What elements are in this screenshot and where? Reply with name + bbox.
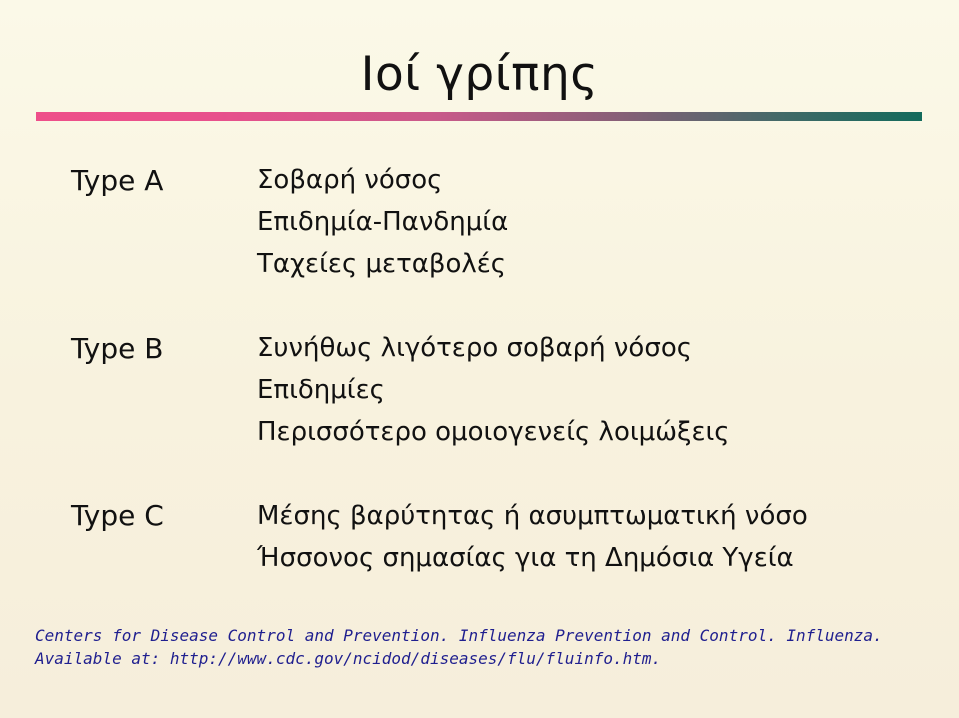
type-c-lines [257, 495, 808, 579]
reference-citation [35, 624, 883, 670]
type-a-line-3: Ταχείες μεταβολές [257, 249, 507, 279]
type-a-line-2: Επιδημία-Πανδημία [257, 207, 509, 237]
title-divider [36, 112, 922, 121]
reference-line-1: Centers for Disease Control and Prevention. Influenza Prevention and Control. Influenza. [35, 626, 883, 645]
type-b-line-1: Συνήθως λιγότερο σοβαρή νόσος [257, 333, 692, 363]
slide-title [0, 44, 959, 106]
type-a-lines [257, 159, 508, 285]
type-c-line-1: Μέσης βαρύτητας ή ασυμπτωματική νόσο [257, 501, 808, 531]
type-a-label: Type A [71, 164, 164, 197]
type-b-line-3: Περισσότερο ομοιογενείς λοιμώξεις [257, 417, 730, 447]
type-b-line-2: Επιδημίες [257, 375, 385, 405]
reference-line-2: Available at: http://www.cdc.gov/ncidod/diseases/flu/fluinfo.htm. [35, 649, 662, 668]
slide-title-text: Ιοί γρίπης [360, 47, 599, 102]
type-a-line-1: Σοβαρή νόσος [257, 165, 443, 195]
type-b-label: Type B [71, 332, 164, 365]
type-b-lines [257, 327, 730, 453]
type-c-label: Type C [71, 499, 164, 532]
type-c-line-2: Ήσσονος σημασίας για τη Δημόσια Υγεία [257, 543, 794, 573]
